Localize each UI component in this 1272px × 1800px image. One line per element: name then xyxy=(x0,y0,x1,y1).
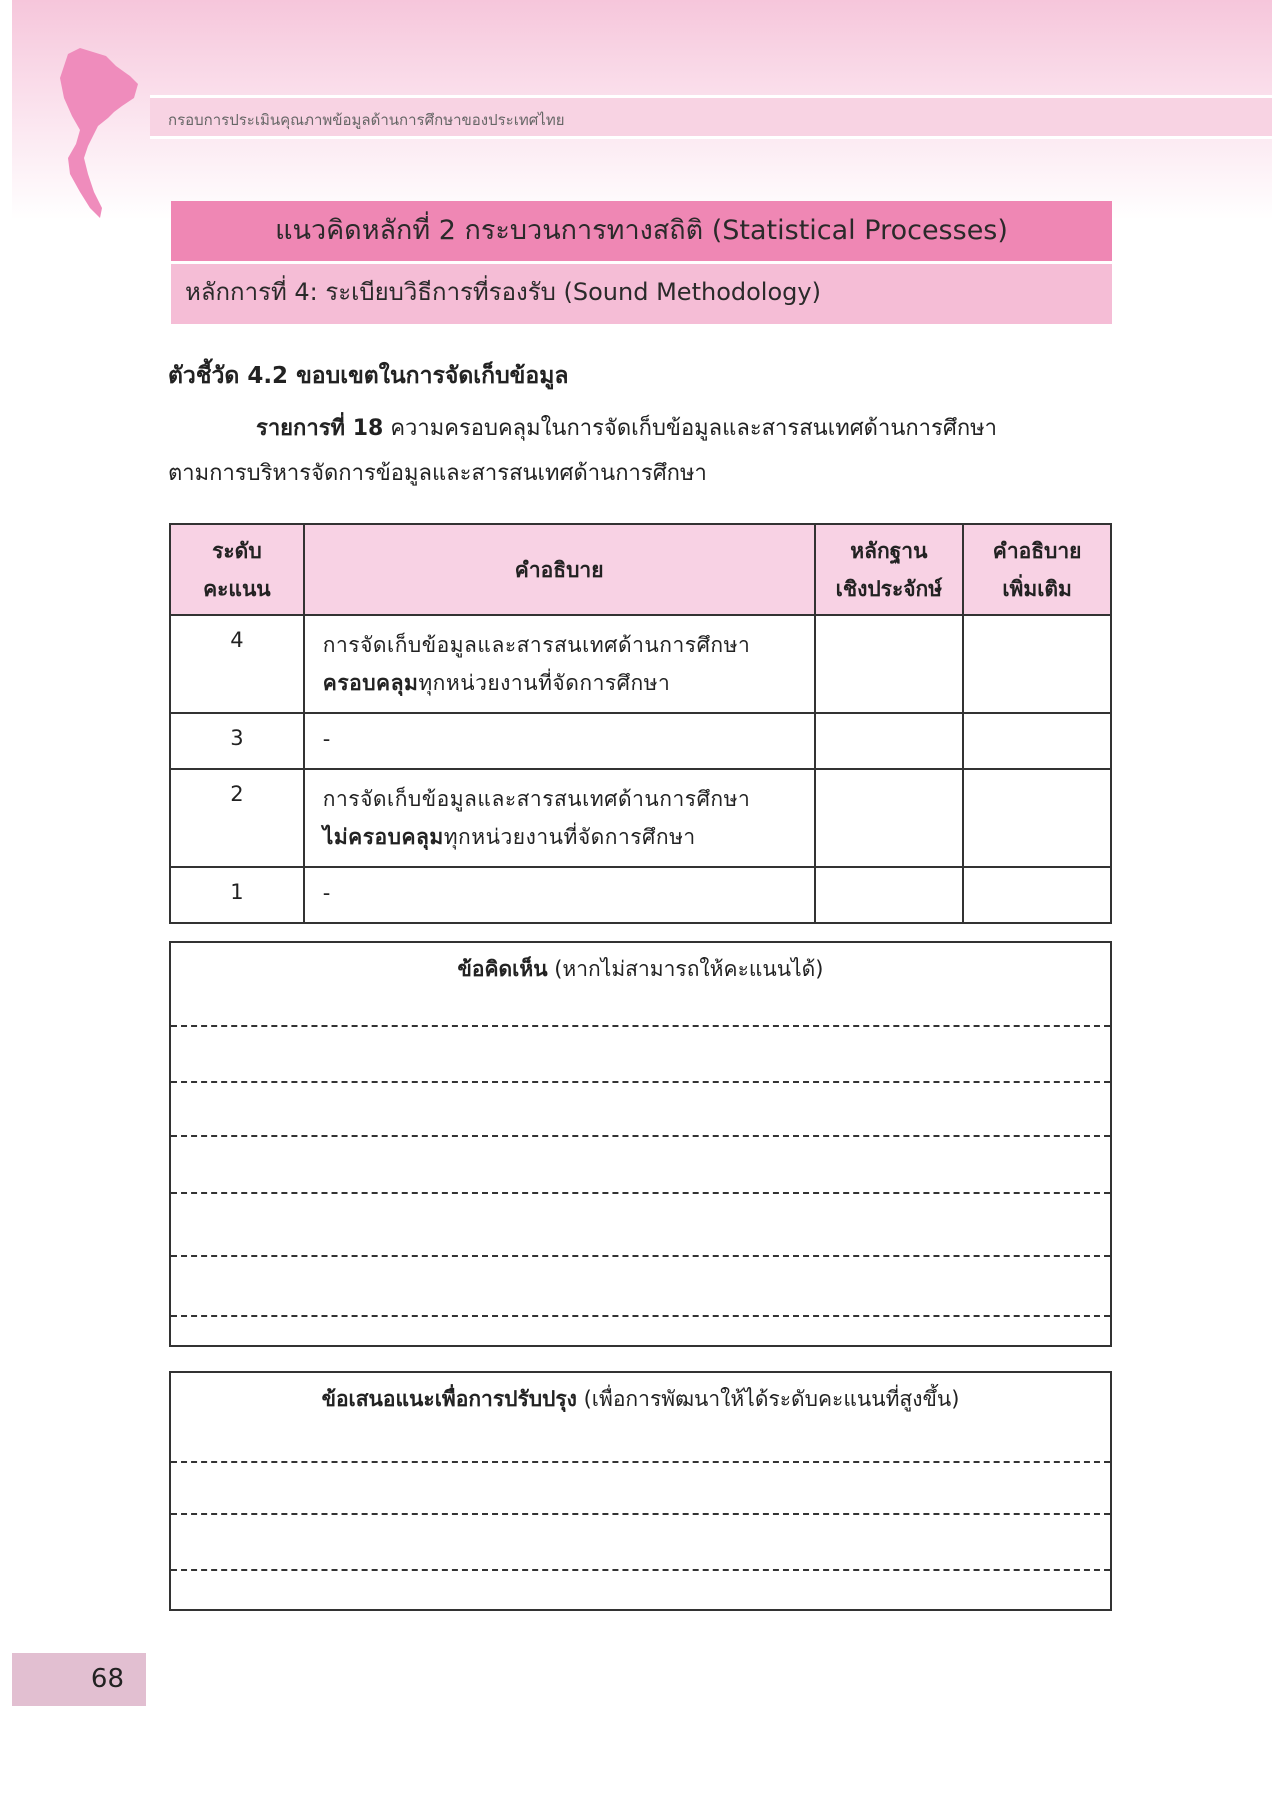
header-additional: คำอธิบาย เพิ่มเติม xyxy=(963,524,1111,615)
answer-line xyxy=(171,1192,1110,1194)
running-header xyxy=(150,95,1272,139)
header-evidence: หลักฐาน เชิงประจักษ์ xyxy=(815,524,964,615)
score-table xyxy=(169,523,1112,924)
header-level: ระดับ คะแนน xyxy=(170,524,304,615)
answer-line xyxy=(171,1461,1110,1463)
answer-line xyxy=(171,1081,1110,1083)
principle-title: หลักการที่ 4: ระเบียบวิธีการที่รองรับ (Sound Methodology) xyxy=(171,264,1112,324)
concept-title: แนวคิดหลักที่ 2 กระบวนการทางสถิติ (Statistical Processes) xyxy=(171,201,1112,261)
header-description: คำอธิบาย xyxy=(304,524,815,615)
suggestion-note: (เพื่อการพัฒนาให้ได้ระดับคะแนนที่สูงขึ้น) xyxy=(583,1387,960,1411)
indicator-heading: ตัวชี้วัด 4.2 ขอบเขตในการจัดเก็บข้อมูล xyxy=(168,363,569,389)
page-number: 68 xyxy=(12,1653,146,1706)
answer-line xyxy=(171,1255,1110,1257)
running-title: กรอบการประเมินคุณภาพข้อมูลด้านการศึกษาของประเทศไทย xyxy=(168,111,565,129)
comment-note: (หากไม่สามารถให้คะแนนได้) xyxy=(554,957,824,981)
answer-line xyxy=(171,1025,1110,1027)
item-text: ความครอบคลุมในการจัดเก็บข้อมูลและสารสนเทศด้านการศึกษา xyxy=(390,416,997,441)
table-row: 1 - xyxy=(170,867,1111,923)
suggestion-box[interactable] xyxy=(169,1371,1112,1611)
item-paragraph xyxy=(168,406,1112,496)
table-row: 2 การจัดเก็บข้อมูลและสารสนเทศด้านการศึกษา ไม่ครอบคลุมทุกหน่วยงานที่จัดการศึกษา xyxy=(170,769,1111,867)
answer-line xyxy=(171,1135,1110,1137)
thailand-map-icon xyxy=(58,46,158,226)
item-label: รายการที่ 18 xyxy=(256,416,384,441)
comment-box[interactable] xyxy=(169,941,1112,1347)
answer-line xyxy=(171,1513,1110,1515)
table-row: 4 การจัดเก็บข้อมูลและสารสนเทศด้านการศึกษา ครอบคลุมทุกหน่วยงานที่จัดการศึกษา xyxy=(170,615,1111,713)
answer-line xyxy=(171,1315,1110,1317)
table-row: 3 - xyxy=(170,713,1111,769)
suggestion-title: ข้อเสนอแนะเพื่อการปรับปรุง xyxy=(321,1387,577,1411)
comment-title: ข้อคิดเห็น xyxy=(457,957,548,981)
item-text-cont: ตามการบริหารจัดการข้อมูลและสารสนเทศด้านการศึกษา xyxy=(168,461,707,486)
table-header-row xyxy=(170,524,1111,615)
answer-line xyxy=(171,1569,1110,1571)
